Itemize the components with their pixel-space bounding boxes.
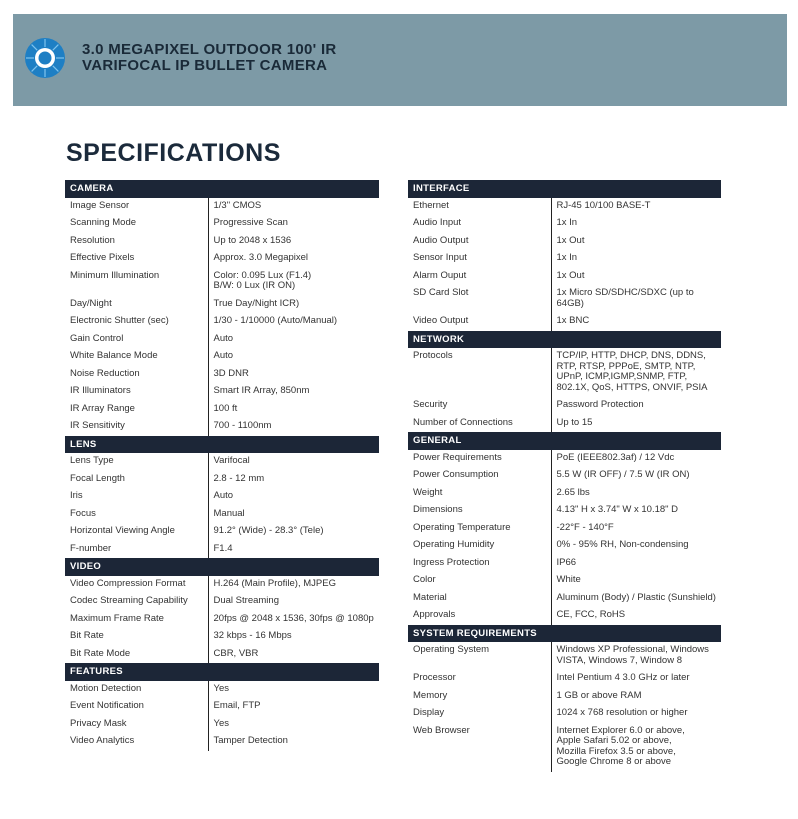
spec-label: Motion Detection bbox=[65, 681, 208, 699]
spec-label: Image Sensor bbox=[65, 198, 208, 216]
spec-value: Color: 0.095 Lux (F1.4) B/W: 0 Lux (IR ON) bbox=[213, 269, 312, 291]
spec-row-codec-streaming-capability bbox=[65, 593, 379, 611]
spec-value: Password Protection bbox=[556, 399, 644, 410]
spec-value: White bbox=[556, 574, 581, 585]
spec-value: Aluminum (Body) / Plastic (Sunshield) bbox=[556, 591, 716, 603]
spec-row-power-requirements bbox=[408, 450, 721, 468]
spec-label: Processor bbox=[408, 670, 551, 688]
spec-value: RJ-45 10/100 BASE-T bbox=[556, 199, 651, 211]
spec-value: 1024 x 768 resolution or higher bbox=[556, 707, 688, 718]
spec-row-maximum-frame-rate bbox=[65, 611, 379, 629]
spec-value: Intel Pentium 4 3.0 GHz or later bbox=[556, 672, 690, 683]
spec-label: Sensor Input bbox=[408, 250, 551, 268]
spec-row-day-night bbox=[65, 296, 379, 314]
spec-row-white-balance-mode bbox=[65, 348, 379, 366]
spec-row-approvals bbox=[408, 607, 721, 625]
brand-logo-icon bbox=[24, 37, 66, 79]
spec-row-dimensions bbox=[408, 502, 721, 520]
spec-label: Iris bbox=[65, 488, 208, 506]
section-header-system-requirements bbox=[408, 625, 721, 643]
spec-row-operating-temperature bbox=[408, 520, 721, 538]
section-header-features bbox=[65, 663, 379, 681]
spec-value: 91.2° (Wide) - 28.3° (Tele) bbox=[213, 525, 324, 536]
section-header-general bbox=[408, 432, 721, 450]
spec-value: Manual bbox=[213, 507, 245, 519]
spec-label: Maximum Frame Rate bbox=[65, 611, 208, 629]
spec-row-display bbox=[408, 705, 721, 723]
spec-row-sensor-input bbox=[408, 250, 721, 268]
spec-label: Codec Streaming Capability bbox=[65, 593, 208, 611]
spec-value: True Day/Night ICR) bbox=[213, 297, 300, 309]
section-title: INTERFACE bbox=[408, 180, 721, 198]
spec-label: Operating System bbox=[408, 642, 551, 670]
section-header-lens bbox=[65, 436, 379, 454]
spec-column-left bbox=[65, 180, 379, 751]
spec-value: IP66 bbox=[556, 556, 577, 568]
section-title: SYSTEM REQUIREMENTS bbox=[408, 625, 721, 643]
spec-label: Audio Input bbox=[408, 215, 551, 233]
spec-label: Weight bbox=[408, 485, 551, 503]
spec-label: F-number bbox=[65, 541, 208, 559]
spec-row-scanning-mode bbox=[65, 215, 379, 233]
spec-value: Smart IR Array, 850nm bbox=[213, 385, 310, 396]
section-header-camera bbox=[65, 180, 379, 198]
spec-label: Protocols bbox=[408, 348, 551, 397]
spec-label: Power Requirements bbox=[408, 450, 551, 468]
spec-label: Operating Humidity bbox=[408, 537, 551, 555]
spec-value: Windows XP Professional, Windows VISTA, Windows 7, Window 8 bbox=[556, 644, 709, 666]
spec-value: H.264 (Main Profile), MJPEG bbox=[213, 577, 336, 589]
spec-row-electronic-shutter-sec bbox=[65, 313, 379, 331]
spec-table-left bbox=[65, 180, 379, 751]
spec-value: Progressive Scan bbox=[213, 217, 288, 228]
section-header-video bbox=[65, 558, 379, 576]
spec-value: -22°F - 140°F bbox=[556, 521, 614, 533]
spec-value: 5.5 W (IR OFF) / 7.5 W (IR ON) bbox=[556, 469, 690, 480]
spec-row-video-compression-format bbox=[65, 576, 379, 594]
spec-row-effective-pixels bbox=[65, 250, 379, 268]
spec-label: Ingress Protection bbox=[408, 555, 551, 573]
spec-row-audio-input bbox=[408, 215, 721, 233]
spec-value: 2.8 - 12 mm bbox=[213, 472, 265, 484]
spec-label: Video Analytics bbox=[65, 733, 208, 751]
spec-row-ethernet bbox=[408, 198, 721, 216]
banner-title-line1: 3.0 MEGAPIXEL OUTDOOR 100' IR bbox=[82, 41, 337, 58]
spec-label: Ethernet bbox=[408, 198, 551, 216]
spec-row-minimum-illumination bbox=[65, 268, 379, 296]
spec-value: 3D DNR bbox=[213, 367, 249, 379]
spec-label: Scanning Mode bbox=[65, 215, 208, 233]
spec-label: Web Browser bbox=[408, 723, 551, 772]
spec-row-resolution bbox=[65, 233, 379, 251]
spec-value: Auto bbox=[213, 332, 234, 344]
spec-label: Power Consumption bbox=[408, 467, 551, 485]
spec-label: Video Compression Format bbox=[65, 576, 208, 594]
spec-value: 32 kbps - 16 Mbps bbox=[213, 630, 292, 641]
spec-value: Email, FTP bbox=[213, 700, 261, 711]
spec-label: Bit Rate bbox=[65, 628, 208, 646]
spec-row-memory bbox=[408, 688, 721, 706]
spec-label: Bit Rate Mode bbox=[65, 646, 208, 664]
spec-label: Video Output bbox=[408, 313, 551, 331]
spec-row-processor bbox=[408, 670, 721, 688]
spec-row-ir-sensitivity bbox=[65, 418, 379, 436]
spec-row-protocols bbox=[408, 348, 721, 397]
spec-label: Horizontal Viewing Angle bbox=[65, 523, 208, 541]
spec-value: Yes bbox=[213, 717, 229, 729]
spec-row-audio-output bbox=[408, 233, 721, 251]
spec-value: 1x Out bbox=[556, 269, 585, 281]
spec-value: 100 ft bbox=[213, 402, 238, 414]
spec-value: Internet Explorer 6.0 or above, Apple Safari 5.02 or above, Mozilla Firefox 3.5 or above, Google Chrome 8 or above bbox=[556, 724, 685, 767]
spec-row-ir-illuminators bbox=[65, 383, 379, 401]
spec-label: Audio Output bbox=[408, 233, 551, 251]
spec-row-bit-rate bbox=[65, 628, 379, 646]
spec-row-ir-array-range bbox=[65, 401, 379, 419]
spec-value: 1/3" CMOS bbox=[213, 199, 262, 211]
spec-value: 4.13" H x 3.74" W x 10.18" D bbox=[556, 504, 679, 515]
spec-label: IR Array Range bbox=[65, 401, 208, 419]
spec-value: 1x Out bbox=[556, 234, 585, 246]
spec-row-security bbox=[408, 397, 721, 415]
spec-value: Up to 15 bbox=[556, 416, 593, 428]
spec-row-sd-card-slot bbox=[408, 285, 721, 313]
spec-value: 1 GB or above RAM bbox=[556, 689, 642, 701]
spec-row-image-sensor bbox=[65, 198, 379, 216]
spec-label: Minimum Illumination bbox=[65, 268, 208, 296]
spec-value: 20fps @ 2048 x 1536, 30fps @ 1080p bbox=[213, 612, 374, 624]
spec-row-focus bbox=[65, 506, 379, 524]
spec-value: 1x Micro SD/SDHC/SDXC (up to 64GB) bbox=[556, 287, 694, 309]
spec-value: 0% - 95% RH, Non-condensing bbox=[556, 539, 689, 550]
spec-label: Gain Control bbox=[65, 331, 208, 349]
spec-label: IR Sensitivity bbox=[65, 418, 208, 436]
section-header-interface bbox=[408, 180, 721, 198]
spec-label: Material bbox=[408, 590, 551, 608]
section-title: NETWORK bbox=[408, 331, 721, 349]
spec-value: TCP/IP, HTTP, DHCP, DNS, DDNS, RTP, RTSP, PPPoE, SMTP, NTP, UPnP, ICMP,IGMP,SNMP, FTP, 802.1X, QoS, HTTPS, ONVIF, PSIA bbox=[556, 350, 708, 393]
spec-row-motion-detection bbox=[65, 681, 379, 699]
spec-label: Color bbox=[408, 572, 551, 590]
spec-row-color bbox=[408, 572, 721, 590]
spec-row-alarm-ouput bbox=[408, 268, 721, 286]
spec-row-f-number bbox=[65, 541, 379, 559]
spec-value: Auto bbox=[213, 490, 234, 501]
spec-value: Dual Streaming bbox=[213, 595, 279, 606]
spec-label: White Balance Mode bbox=[65, 348, 208, 366]
banner-title-line2: VARIFOCAL IP BULLET CAMERA bbox=[82, 57, 328, 74]
spec-value: 1x In bbox=[556, 252, 578, 263]
spec-table-right bbox=[408, 180, 721, 772]
section-title: VIDEO bbox=[65, 558, 379, 576]
spec-row-video-output bbox=[408, 313, 721, 331]
spec-label: Display bbox=[408, 705, 551, 723]
spec-row-lens-type bbox=[65, 453, 379, 471]
spec-value: Yes bbox=[213, 682, 229, 694]
spec-row-material bbox=[408, 590, 721, 608]
section-header-network bbox=[408, 331, 721, 349]
spec-value: Varifocal bbox=[213, 455, 250, 466]
spec-value: PoE (IEEE802.3af) / 12 Vdc bbox=[556, 451, 675, 463]
spec-value: 1/30 - 1/10000 (Auto/Manual) bbox=[213, 315, 338, 326]
spec-label: Focal Length bbox=[65, 471, 208, 489]
spec-value: 2.65 lbs bbox=[556, 486, 590, 498]
section-title: FEATURES bbox=[65, 663, 379, 681]
spec-value: F1.4 bbox=[213, 542, 233, 554]
section-title: GENERAL bbox=[408, 432, 721, 450]
spec-label: Privacy Mask bbox=[65, 716, 208, 734]
spec-row-event-notification bbox=[65, 698, 379, 716]
banner-title bbox=[82, 42, 337, 74]
spec-label: Approvals bbox=[408, 607, 551, 625]
spec-row-bit-rate-mode bbox=[65, 646, 379, 664]
spec-label: Electronic Shutter (sec) bbox=[65, 313, 208, 331]
spec-value: CBR, VBR bbox=[213, 647, 259, 659]
spec-row-privacy-mask bbox=[65, 716, 379, 734]
spec-value: 700 - 1100nm bbox=[213, 420, 272, 431]
spec-row-iris bbox=[65, 488, 379, 506]
spec-row-web-browser bbox=[408, 723, 721, 772]
spec-value: 1x In bbox=[556, 217, 578, 228]
spec-label: Alarm Ouput bbox=[408, 268, 551, 286]
spec-label: Operating Temperature bbox=[408, 520, 551, 538]
spec-label: Number of Connections bbox=[408, 415, 551, 433]
spec-row-video-analytics bbox=[65, 733, 379, 751]
spec-value: 1x BNC bbox=[556, 315, 590, 326]
spec-row-operating-humidity bbox=[408, 537, 721, 555]
spec-value: Auto bbox=[213, 350, 234, 361]
spec-label: Dimensions bbox=[408, 502, 551, 520]
spec-label: Event Notification bbox=[65, 698, 208, 716]
spec-row-focal-length bbox=[65, 471, 379, 489]
spec-value: Up to 2048 x 1536 bbox=[213, 234, 292, 246]
spec-label: SD Card Slot bbox=[408, 285, 551, 313]
spec-row-operating-system bbox=[408, 642, 721, 670]
spec-row-ingress-protection bbox=[408, 555, 721, 573]
section-title: CAMERA bbox=[65, 180, 379, 198]
spec-label: Security bbox=[408, 397, 551, 415]
spec-label: Memory bbox=[408, 688, 551, 706]
spec-label: Day/Night bbox=[65, 296, 208, 314]
spec-label: IR Illuminators bbox=[65, 383, 208, 401]
spec-row-noise-reduction bbox=[65, 366, 379, 384]
page-title: SPECIFICATIONS bbox=[66, 139, 281, 167]
spec-label: Noise Reduction bbox=[65, 366, 208, 384]
spec-label: Effective Pixels bbox=[65, 250, 208, 268]
spec-row-gain-control bbox=[65, 331, 379, 349]
spec-label: Focus bbox=[65, 506, 208, 524]
spec-value: Tamper Detection bbox=[213, 735, 288, 746]
spec-value: CE, FCC, RoHS bbox=[556, 609, 626, 620]
spec-row-power-consumption bbox=[408, 467, 721, 485]
section-title: LENS bbox=[65, 436, 379, 454]
spec-row-number-of-connections bbox=[408, 415, 721, 433]
spec-value: Approx. 3.0 Megapixel bbox=[213, 252, 309, 263]
spec-row-weight bbox=[408, 485, 721, 503]
spec-label: Lens Type bbox=[65, 453, 208, 471]
spec-label: Resolution bbox=[65, 233, 208, 251]
spec-row-horizontal-viewing-angle bbox=[65, 523, 379, 541]
spec-column-right bbox=[408, 180, 721, 772]
